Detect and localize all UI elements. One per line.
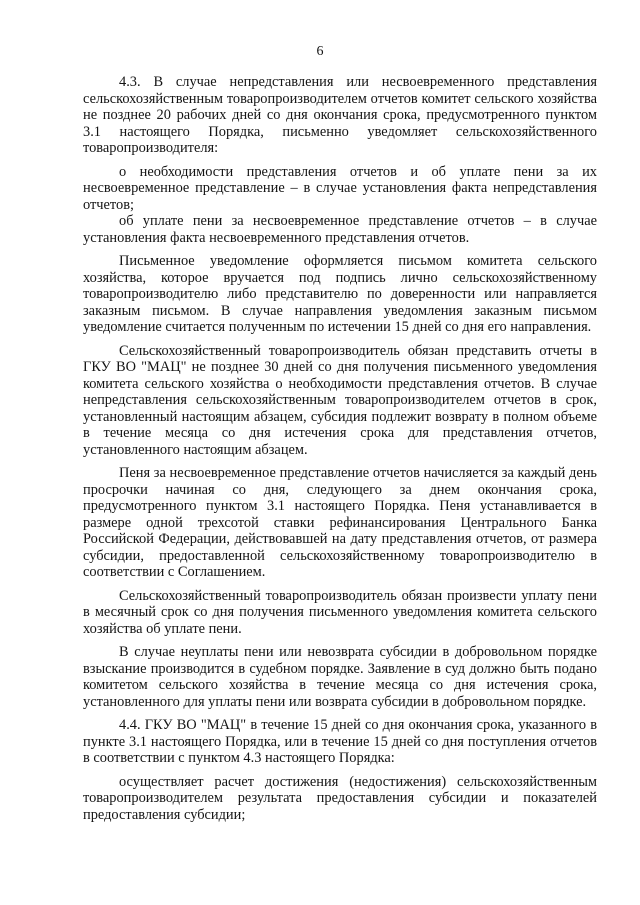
paragraph-report-obligation: Сельскохозяйственный товаропроизводитель обязан представить отчеты в ГКУ ВО "МАЦ" не позднее 30 дней со дня получения письменного уведомления комитета сельского хозяйства о необходимости представления отчетов. В случае непредставления сельскохозяйственным товаропроизводителем отчетов в срок, установленный настоящим абзацем, субсидия подлежит возврату в полном объеме в течение месяца со дня истечения срока для представления отчетов, установленного настоящим абзацем. [83, 342, 597, 458]
page-number: 6 [316, 44, 324, 59]
paragraph-4-3-intro: 4.3. В случае непредставления или несвоевременного представления сельскохозяйственным товаропроизводителем отчетов комитет сельского хозяйства не позднее 20 рабочих дней со дня окончания срока, предусмотренного пунктом 3.1 настоящего Порядка, письменно уведомляет сельскохозяйственного товаропроизводителя: [83, 74, 597, 156]
paragraph-calculation: осуществляет расчет достижения (недостижения) сельскохозяйственным товаропроизводителем результата предоставления субсидии и показателей предоставления субсидии; [83, 773, 597, 823]
paragraph-notice-penalty: об уплате пени за несвоевременное представление отчетов – в случае установления факта несвоевременного представления отчетов. [83, 213, 597, 246]
paragraph-penalty-accrual: Пеня за несвоевременное представление отчетов начисляется за каждый день просрочки начиная со дня, следующего за днем окончания срока, предусмотренного пунктом 3.1 настоящего Порядка. Пеня устанавливается в размере одной трехсотой ставки рефинансирования Центрального Банка Российской Федерации, действовавшей на дату представления отчетов, от размера субсидии, предоставленной сельскохозяйственному товаропроизводителю в соответствии с Соглашением. [83, 465, 597, 580]
document-body [83, 74, 597, 823]
paragraph-written-notice: Письменное уведомление оформляется письмом комитета сельского хозяйства, которое вручается под подпись лично сельскохозяйственному товаропроизводителю либо представителю по доверенности или направляется заказным письмом. В случае направления уведомления заказным письмом уведомление считается полученным по истечении 15 дней со дня его направления. [83, 253, 597, 335]
paragraph-4-4-intro: 4.4. ГКУ ВО "МАЦ" в течение 15 дней со дня окончания срока, указанного в пункте 3.1 настоящего Порядка, или в течение 15 дней со дня поступления отчетов в соответствии с пунктом 4.3 настоящего Порядка: [83, 717, 597, 766]
paragraph-court-recovery: В случае неуплаты пени или невозврата субсидии в добровольном порядке взыскание производится в судебном порядке. Заявление в суд должно быть подано комитетом сельского хозяйства в течение месяца со дня истечения срока, установленного для уплаты пени или возврата субсидии в добровольном порядке. [83, 644, 597, 710]
paragraph-penalty-payment: Сельскохозяйственный товаропроизводитель обязан произвести уплату пени в месячный срок со дня получения письменного уведомления комитета сельского хозяйства об уплате пени. [83, 587, 597, 637]
paragraph-notice-submission: о необходимости представления отчетов и об уплате пени за их несвоевременное представление – в случае установления факта непредставления отчетов; [83, 163, 597, 213]
